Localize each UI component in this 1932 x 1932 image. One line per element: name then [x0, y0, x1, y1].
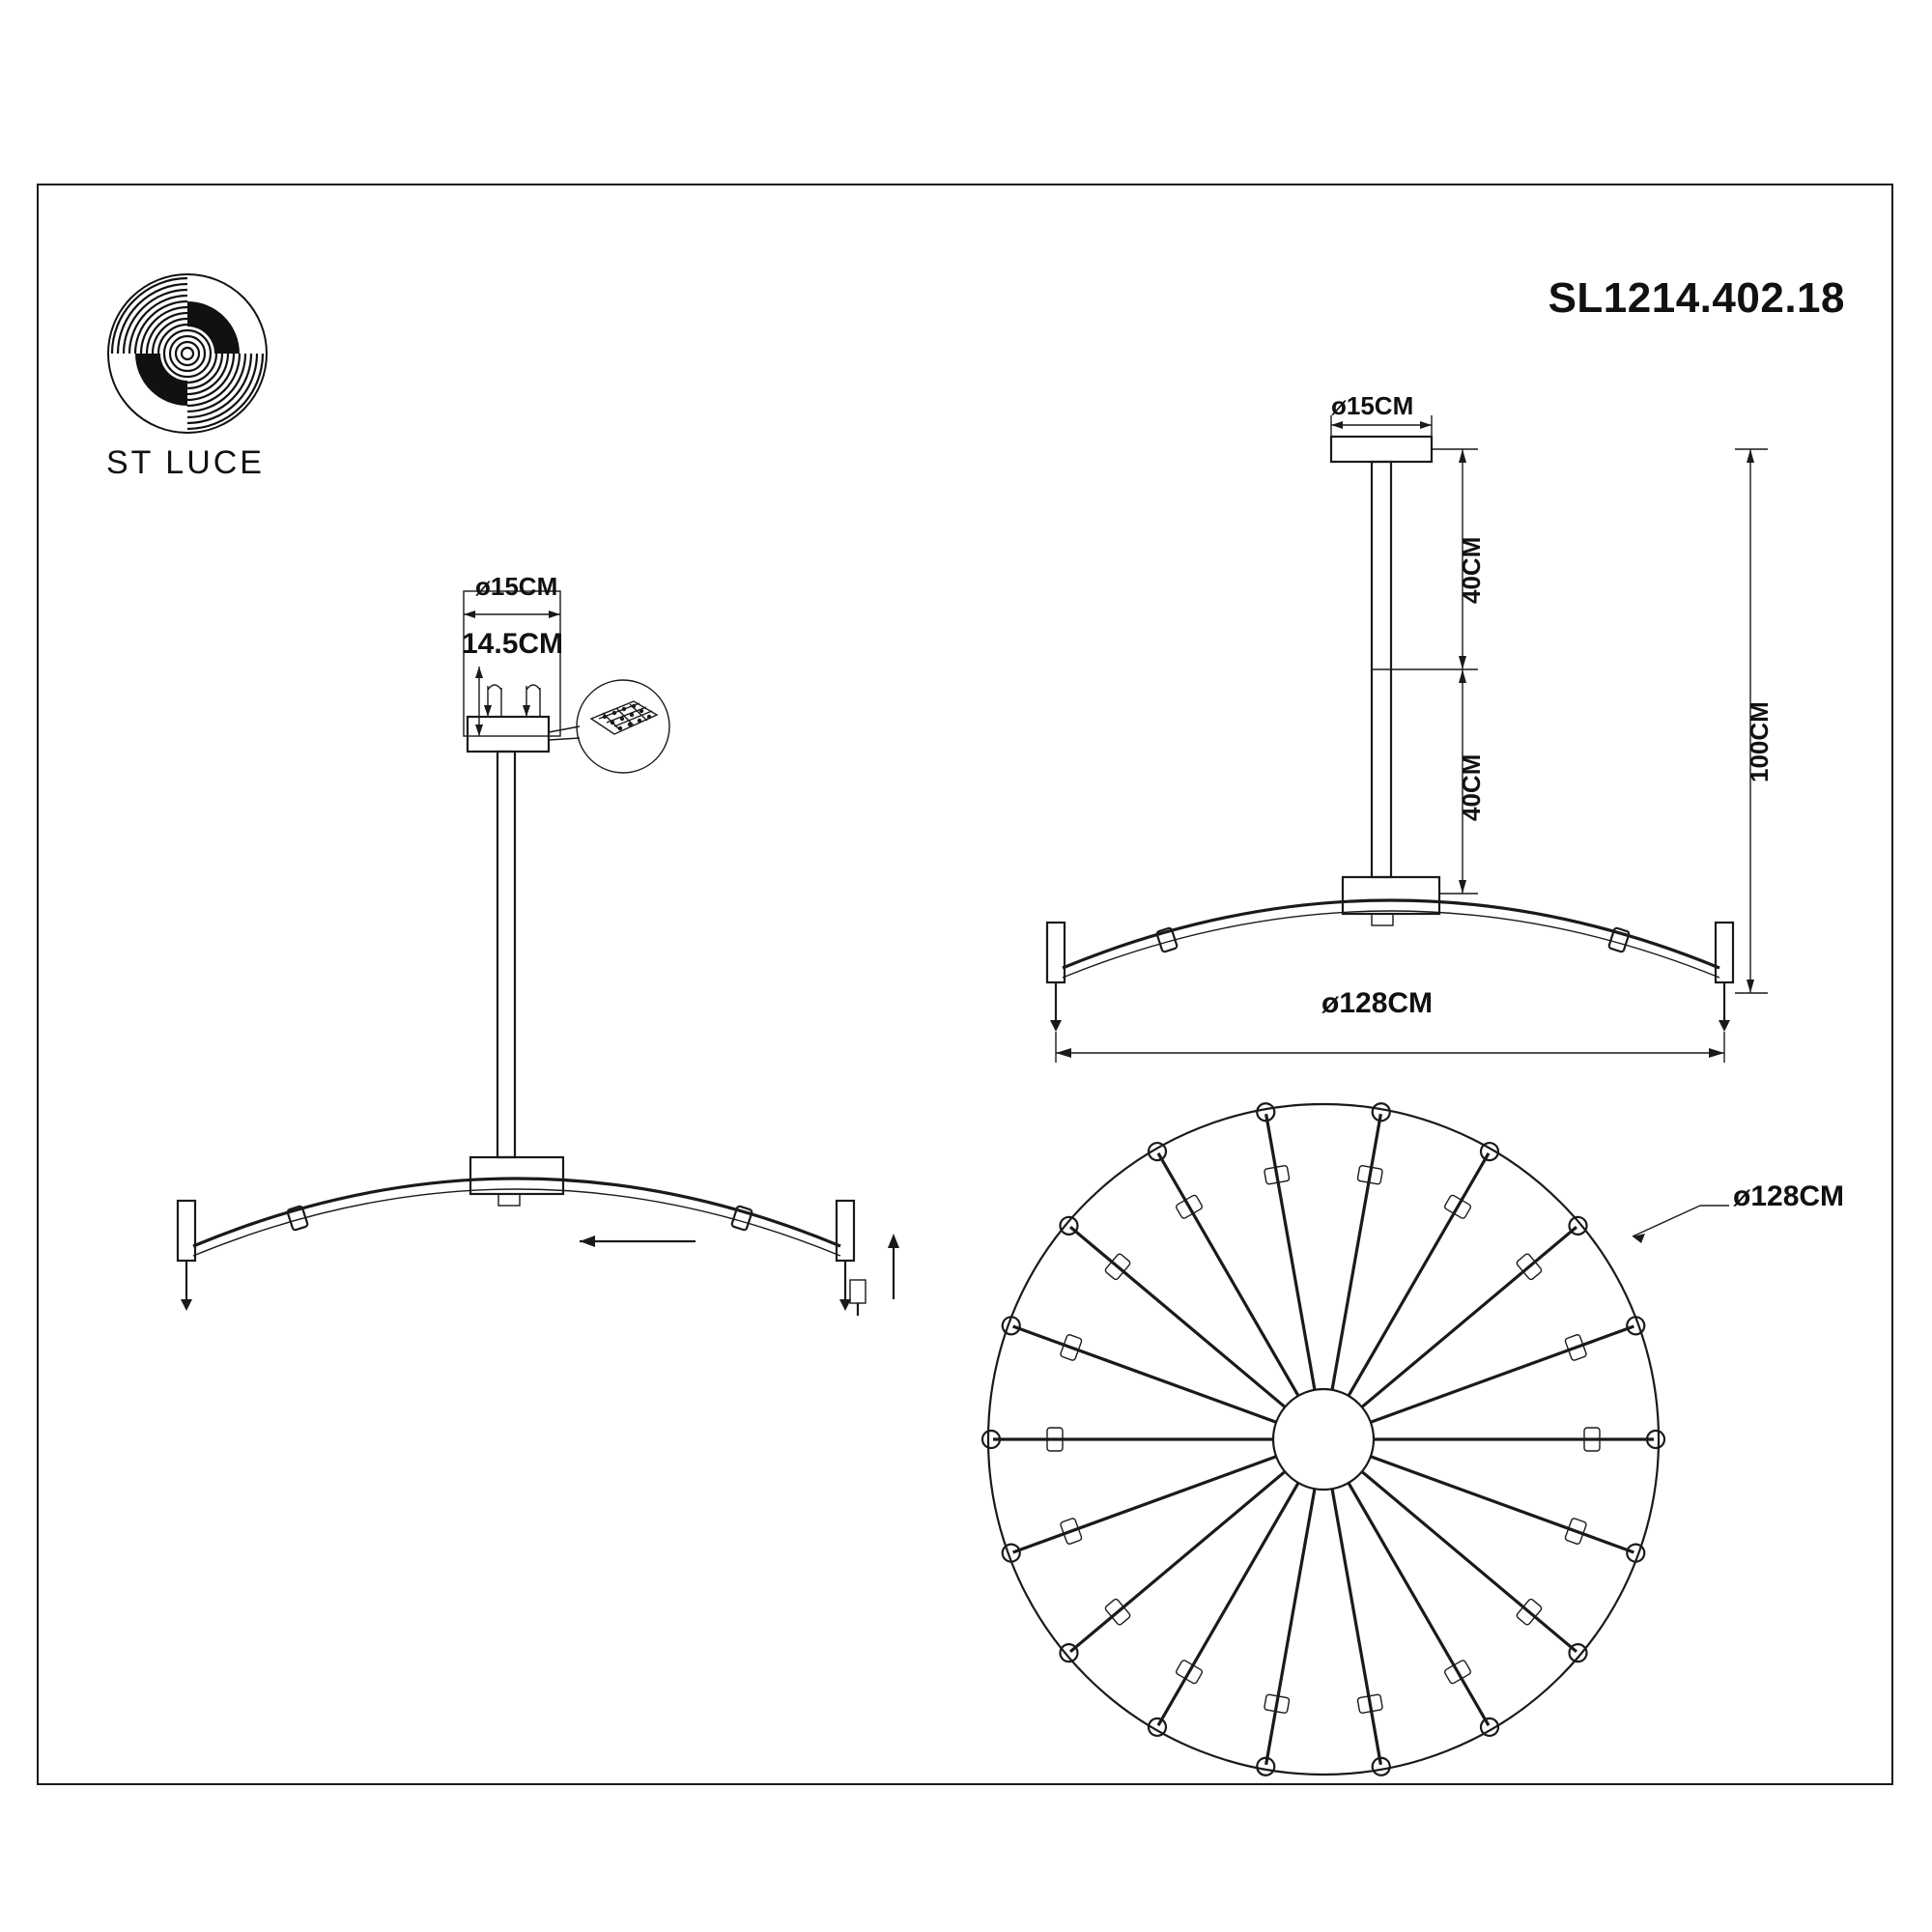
- label-plan-diameter: ø128CM: [1733, 1180, 1845, 1212]
- label-elevation-total-height: 100CM: [1745, 701, 1774, 782]
- label-elevation-fixture-width: ø128CM: [1321, 987, 1434, 1019]
- label-detail-socket-height: 14.5CM: [462, 628, 564, 660]
- product-sku: SL1214.402.18: [1548, 274, 1845, 322]
- label-elevation-canopy-diameter: ø15CM: [1331, 391, 1414, 420]
- label-elevation-rod-lower: 40CM: [1457, 753, 1486, 821]
- brand-block: [106, 272, 338, 504]
- brand-name: ST LUCE: [106, 444, 265, 481]
- label-elevation-rod-upper: 40CM: [1457, 536, 1486, 604]
- brand-logo-icon: [106, 272, 269, 435]
- label-detail-canopy-diameter: ø15CM: [475, 572, 558, 601]
